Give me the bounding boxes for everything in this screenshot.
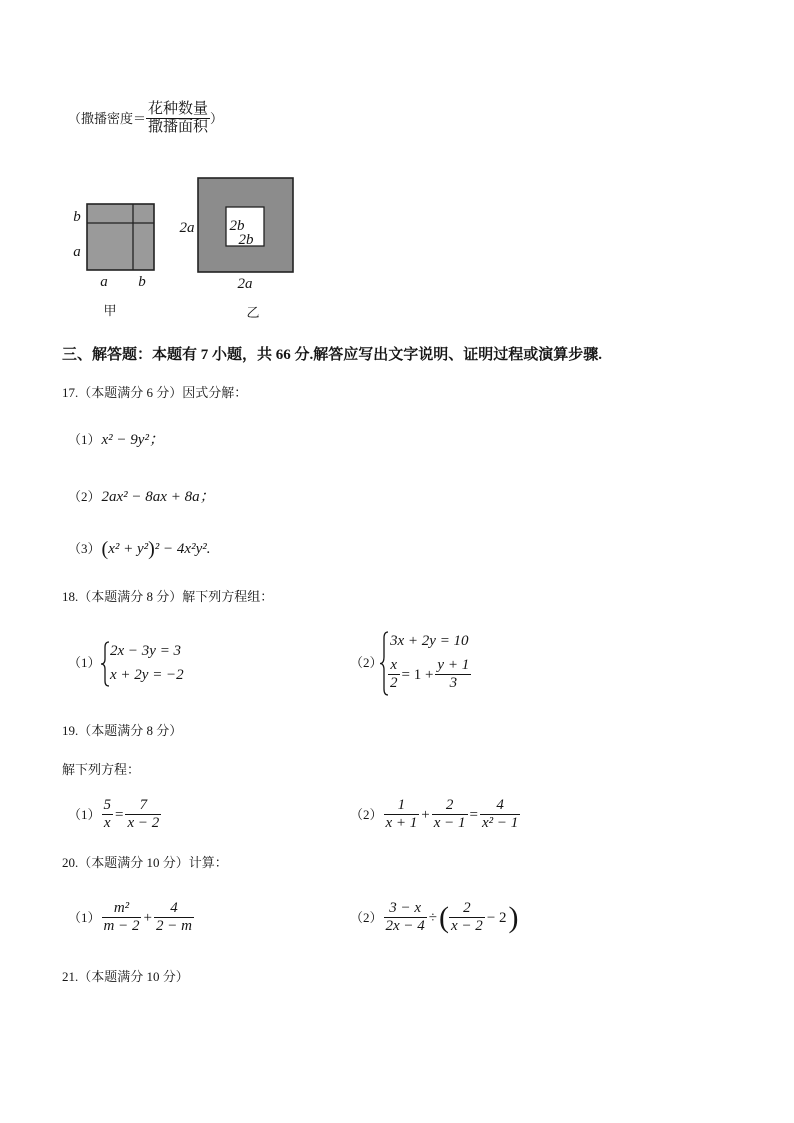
numerator: 2 (463, 900, 471, 916)
part-label: （1） (68, 909, 101, 925)
operator: ÷ (428, 909, 438, 926)
part-label: （1） (68, 432, 101, 447)
part-label: （2） (350, 909, 383, 925)
brace-path (101, 642, 109, 686)
q18-part1-label: （1） (68, 655, 101, 670)
q18-part2-equation1: 3x + 2y = 10 (390, 633, 469, 649)
fraction (388, 657, 400, 692)
denominator: m − 2 (103, 918, 140, 934)
q20-part1 (68, 900, 194, 935)
yi-caption: 乙 (246, 305, 260, 320)
note-numerator: 花种数量 (148, 101, 209, 117)
jia-label-bottom-left: a (100, 274, 108, 290)
fraction (435, 657, 471, 692)
numerator: 7 (139, 797, 148, 813)
fraction (449, 900, 485, 935)
q17-part2-expression: 2ax² − 8ax + 8a； (101, 489, 215, 505)
brace-path (380, 632, 388, 695)
denominator: 2x − 4 (385, 918, 425, 934)
yi-label-inner-top: 2b (229, 218, 245, 234)
q19-part2 (350, 797, 520, 832)
denominator: x − 2 (451, 918, 483, 934)
denominator: x − 1 (433, 815, 466, 831)
numerator: 5 (103, 797, 112, 813)
operator: = 1 + (401, 666, 434, 683)
fraction (384, 900, 427, 935)
q19-instruction: 解下列方程： (62, 762, 141, 777)
numerator: 3 − x (389, 900, 422, 916)
note-prefix: （撒播密度＝ (68, 110, 147, 126)
left-paren: ( (439, 900, 450, 934)
yi-label-outer-bottom: 2a (237, 276, 253, 292)
numerator: y + 1 (437, 657, 470, 673)
q21-title: 21.（本题满分 10 分） (62, 969, 189, 984)
note-denominator: 撒播面积 (148, 119, 209, 135)
denominator: x − 2 (127, 815, 160, 831)
operator: = (469, 806, 479, 823)
fraction (384, 797, 420, 832)
part-label: （1） (68, 806, 101, 822)
jia-label-left-bottom: a (73, 244, 81, 260)
q17-part3-rest: ² − 4x²y². (154, 541, 211, 557)
q18-part1-equation2: x + 2y = −2 (110, 667, 184, 683)
part-label: （3） (68, 541, 101, 556)
fraction (432, 797, 468, 832)
numerator: 1 (397, 797, 406, 813)
fraction (102, 797, 114, 832)
q17-part3 (68, 539, 210, 559)
fraction (480, 797, 520, 832)
note-suffix: ） (210, 110, 224, 126)
q17-part1 (68, 431, 164, 449)
right-paren: ) (148, 538, 155, 560)
denominator: 3 (449, 675, 458, 691)
numerator: 2 (445, 797, 454, 813)
jia-label-left-top: b (73, 209, 81, 225)
q19-title: 19.（本题满分 8 分） (62, 723, 183, 738)
fraction (125, 797, 161, 832)
figure-diagrams (60, 170, 310, 325)
jia-square (87, 204, 154, 270)
numerator: 4 (170, 900, 178, 916)
part-label: （2） (68, 489, 101, 504)
q19-part1 (68, 797, 161, 832)
operator: + (143, 909, 152, 926)
q18-title: 18.（本题满分 8 分）解下列方程组： (62, 589, 274, 604)
operator: = (115, 806, 124, 823)
figure-yi (180, 178, 294, 320)
fraction (102, 900, 142, 935)
jia-caption: 甲 (103, 303, 117, 318)
numerator: 4 (496, 797, 504, 813)
operator: − 2 (486, 909, 507, 926)
jia-label-bottom-right: b (138, 274, 146, 290)
q17-part1-expression: x² − 9y²； (101, 432, 164, 448)
q20-title: 20.（本题满分 10 分）计算： (62, 855, 228, 870)
denominator: x (103, 815, 111, 831)
left-paren: ( (101, 538, 109, 560)
denominator: x² − 1 (482, 815, 519, 831)
denominator: 2 − m (155, 918, 192, 934)
q18-part2-label: （2） (350, 655, 383, 670)
yi-label-inner-bottom: 2b (238, 232, 254, 248)
denominator: x + 1 (385, 815, 418, 831)
q18-part1-equation1: 2x − 3y = 3 (110, 643, 182, 659)
operator: + (421, 806, 430, 823)
part-label: （2） (350, 806, 383, 822)
q18-part2-equation2 (388, 657, 471, 692)
figure-jia (73, 204, 154, 318)
numerator: x (390, 657, 398, 673)
q20-part2 (350, 900, 519, 935)
q17-title: 17.（本题满分 6 分）因式分解： (62, 385, 248, 400)
q17-part3-inner: x² + y² (108, 541, 149, 557)
brace-icon (100, 641, 110, 687)
note-fraction (146, 101, 210, 136)
sowing-density-note (68, 101, 223, 136)
fraction (154, 900, 194, 935)
q17-part2 (68, 488, 215, 506)
yi-label-outer-left: 2a (179, 220, 195, 236)
right-paren: ) (508, 900, 519, 934)
numerator: m² (113, 900, 130, 916)
denominator: 2 (390, 675, 398, 691)
section-heading: 三、解答题：本题有 7 小题，共 66 分.解答应写出文字说明、证明过程或演算步骤. (62, 347, 603, 363)
